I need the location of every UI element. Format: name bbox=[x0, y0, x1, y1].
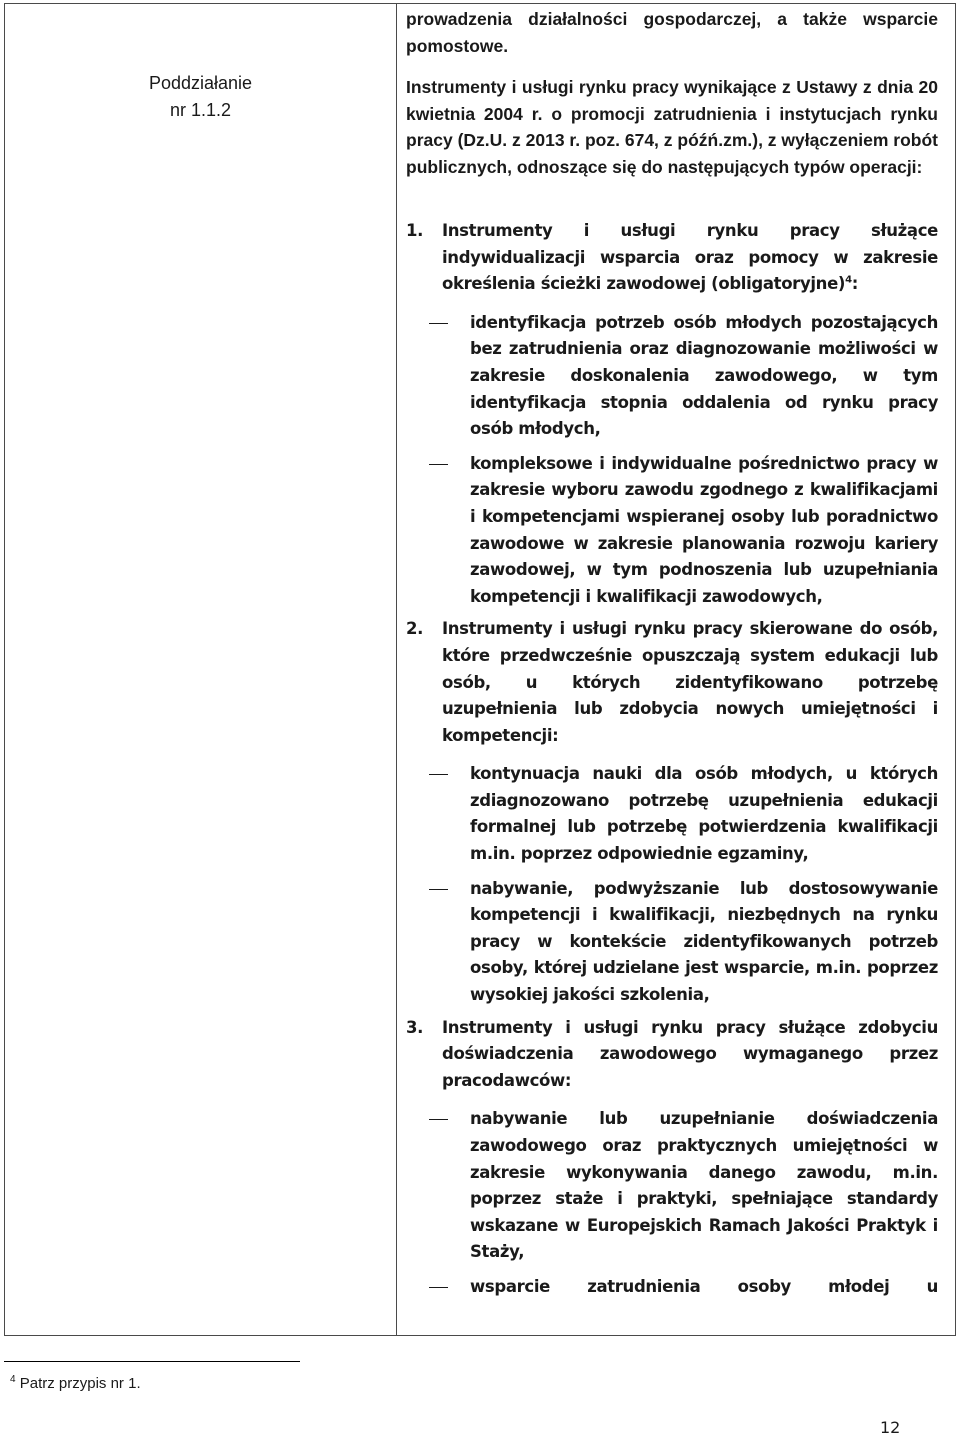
list-item bbox=[406, 451, 938, 611]
dash-bullet-icon bbox=[429, 1287, 448, 1288]
item-text-end: : bbox=[851, 274, 858, 294]
sub-list bbox=[406, 1106, 938, 1300]
list-item bbox=[406, 1274, 938, 1301]
intro-fragment: prowadzenia działalności gospodarczej, a także wsparcie pomostowe. bbox=[406, 9, 938, 56]
subaction-label-cell bbox=[5, 70, 396, 124]
footnote-ref: 4 bbox=[845, 274, 852, 286]
description-cell bbox=[406, 4, 938, 1309]
page-number: 12 bbox=[880, 1418, 901, 1437]
list-item-text: kompleksowe i indywidualne pośrednictwo pracy w zakresie wyboru zawodu zgodnego z kwalifikacjami i kompetencjami wspieranej osoby lub poradnictwo zawodowe w zakresie planowania rozwoju kariery zawodowej, w tym podnoszenia lub uzupełniania kompetencji i kwalifikacji zawodowych, bbox=[470, 453, 938, 606]
item-number: 1. bbox=[406, 221, 424, 240]
item-text: Instrumenty i usługi rynku pracy służące zdobyciu doświadczenia zawodowego wymaganego przez pracodawców: bbox=[442, 1017, 938, 1090]
dash-bullet-icon bbox=[429, 1119, 448, 1120]
list-item bbox=[406, 310, 938, 443]
sub-list bbox=[406, 310, 938, 611]
numbered-item bbox=[406, 218, 938, 298]
list-item bbox=[406, 761, 938, 867]
numbered-item bbox=[406, 1015, 938, 1095]
list-item-text: identyfikacja potrzeb osób młodych pozostających bez zatrudnienia oraz diagnozowanie możliwości w zakresie doskonalenia zawodowego, w tym identyfikacja stopnia oddalenia od rynku pracy osób młodych, bbox=[470, 312, 938, 439]
item-text: Instrumenty i usługi rynku pracy skierowane do osób, które przedwcześnie opuszczają system edukacji lub osób, u których zidentyfikowano potrzebę uzupełnienia lub zdobycia nowych umiejętności i kompetencji: bbox=[442, 619, 938, 745]
footnote-separator bbox=[4, 1361, 300, 1362]
footnote bbox=[10, 1374, 141, 1394]
list-item-text: kontynuacja nauki dla osób młodych, u których zdiagnozowano potrzebę uzupełnienia edukacji formalnej lub potrzebę potwierdzenia kwalifikacji m.in. poprzez odpowiednie egzaminy, bbox=[470, 764, 938, 864]
item-text: Instrumenty i usługi rynku pracy służące indywidualizacji wsparcia oraz pomocy w zakresie określenia ścieżki zawodowej (obligatoryjne) bbox=[442, 221, 938, 294]
column-divider bbox=[396, 4, 397, 1335]
footnote-number: 4 bbox=[10, 1374, 16, 1385]
list-item-text: wsparcie zatrudnienia osoby młodej u bbox=[470, 1276, 938, 1296]
main-paragraph: Instrumenty i usługi rynku pracy wynikające z Ustawy z dnia 20 kwietnia 2004 r. o promocji zatrudnienia i instytucjach rynku pracy (Dz.U. z 2013 r. poz. 674, z późń.zm.), z wyłączeniem robót publicznych, odnoszące się do następujących typów operacji: bbox=[406, 77, 938, 177]
footnote-text: Patrz przypis nr 1. bbox=[19, 1375, 141, 1392]
dash-bullet-icon bbox=[429, 323, 448, 324]
subaction-label: Poddziałanie bbox=[148, 73, 253, 93]
item-number: 2. bbox=[406, 619, 424, 639]
subaction-number: nr 1.1.2 bbox=[169, 100, 232, 120]
list-item bbox=[406, 876, 938, 1009]
numbered-item bbox=[406, 616, 938, 749]
item-number: 3. bbox=[406, 1017, 424, 1037]
sub-list bbox=[406, 761, 938, 1008]
list-item-text: nabywanie lub uzupełnianie doświadczenia zawodowego oraz praktycznych umiejętności w zakresie wykonywania danego zawodu, m.in. poprzez staże i praktyki, spełniające standardy wskazane w Europejskich Ramach Jakości Praktyk i Staży, bbox=[470, 1109, 938, 1262]
list-item bbox=[406, 1106, 938, 1266]
dash-bullet-icon bbox=[429, 464, 448, 465]
dash-bullet-icon bbox=[429, 774, 448, 775]
dash-bullet-icon bbox=[429, 889, 448, 890]
list-item-text: nabywanie, podwyższanie lub dostosowywanie kompetencji i kwalifikacji, niezbędnych na rynku pracy w kontekście zidentyfikowanych potrzeb osoby, której udzielane jest wsparcie, m.in. poprzez wysokiej jakości szkolenia, bbox=[470, 878, 938, 1005]
document-table bbox=[4, 3, 956, 1336]
